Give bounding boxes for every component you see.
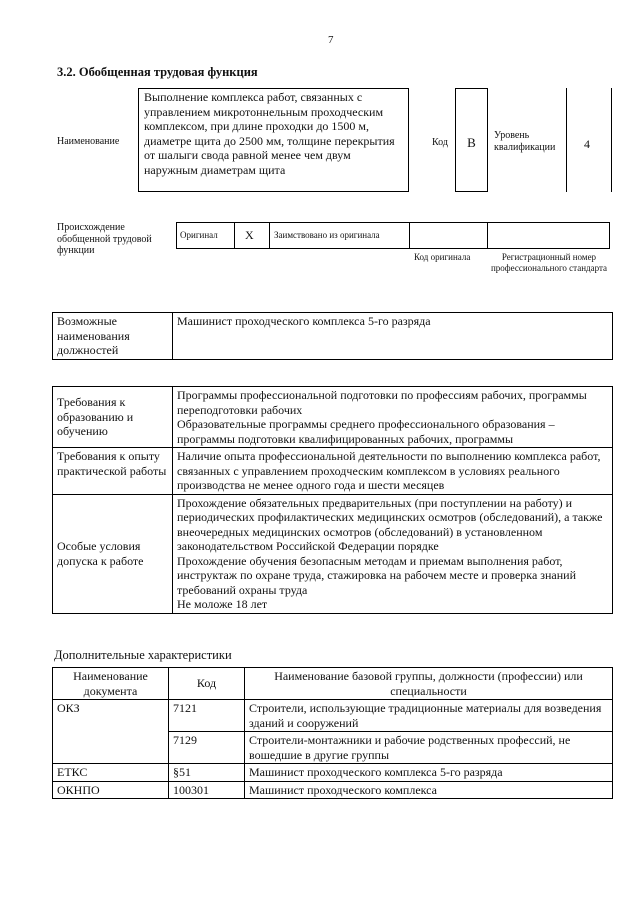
naming-text: Выполнение комплекса работ, связанных с управлением микротоннельным проходческим комплексом, при длине проходки до 1500 м, диаметре щита до 2500 мм, толщине перекрытия от шалыги свода равной менее чем двум наружным диаметрам щита — [144, 90, 395, 177]
table-row — [53, 781, 613, 799]
row-code: 7129 — [169, 732, 245, 764]
original-label: Оригинал — [180, 230, 218, 240]
level-label: Уровень квалификации — [494, 130, 556, 153]
positions-label: Возможные наименования должностей — [53, 313, 173, 360]
special-value — [173, 494, 613, 613]
code-original-label: Код оригинала — [414, 252, 471, 262]
education-line: Образовательные программы среднего профессионального образования – программы подготовки квалифицированных рабочих, программы — [177, 417, 555, 446]
special-line: Не моложе 18 лет — [177, 597, 268, 611]
origin-label: Происхождение обобщенной трудовой функции — [57, 222, 152, 256]
additional-title: Дополнительные характеристики — [54, 648, 232, 662]
row-doc: ОКЗ — [53, 700, 169, 764]
special-line: Прохождение обучения безопасным методам и приемам выполнения работ, инструктаж по охране труда, стажировка на рабочем месте и проверка знаний требований охраны труда — [177, 553, 577, 597]
code-value: B — [467, 135, 476, 150]
row-doc: ЕТКС — [53, 764, 169, 782]
original-mark: X — [245, 228, 254, 242]
requirements-row-experience — [53, 448, 613, 495]
education-label: Требования к образованию и обучению — [53, 387, 173, 448]
origin-divider-1 — [234, 222, 235, 249]
header-name: Наименование базовой группы, должности (профессии) или специальности — [245, 668, 613, 700]
naming-box — [138, 88, 409, 192]
requirements-row-education — [53, 387, 613, 448]
row-doc: ОКНПО — [53, 781, 169, 799]
education-value — [173, 387, 613, 448]
experience-value — [173, 448, 613, 495]
education-line: Программы профессиональной подготовки по профессиям рабочих, программы переподготовки рабочих — [177, 388, 587, 417]
row-name: Строители, использующие традиционные материалы для возведения зданий и сооружений — [245, 700, 613, 732]
row-name: Машинист проходческого комплекса 5-го разряда — [245, 764, 613, 782]
table-row — [53, 700, 613, 732]
experience-line: Наличие опыта профессиональной деятельности по выполнению комплекса работ, связанных с управлением проходческим комплексом в условиях реального производства не менее одного года и шести месяцев — [177, 449, 601, 492]
positions-table — [52, 312, 613, 360]
origin-divider-4 — [487, 222, 488, 249]
naming-label: Наименование — [57, 136, 120, 147]
additional-header-row — [53, 668, 613, 700]
row-name: Машинист проходческого комплекса — [245, 781, 613, 799]
special-label: Особые условия допуска к работе — [53, 494, 173, 613]
section-title: 3.2. Обобщенная трудовая функция — [57, 65, 258, 79]
special-line: Прохождение обязательных предварительных (при поступлении на работу) и периодических профилактических медицинских осмотров (обследований), а также внеочередных медицинских осмотров (обследований) в установленном законодательством Российской Федерации порядке — [177, 495, 603, 553]
row-code: 100301 — [169, 781, 245, 799]
requirements-row-special — [53, 494, 613, 613]
code-box — [455, 88, 488, 192]
requirements-table — [52, 386, 613, 614]
header-code: Код — [169, 668, 245, 700]
level-divider — [566, 88, 567, 192]
level-value: 4 — [584, 137, 590, 151]
row-name: Строители-монтажники и рабочие родственных профессий, не вошедшие в другие группы — [245, 732, 613, 764]
level-right-border — [611, 88, 612, 192]
origin-divider-2 — [269, 222, 270, 249]
additional-table — [52, 667, 613, 799]
code-label: Код — [432, 137, 448, 148]
positions-value: Машинист проходческого комплекса 5-го разряда — [173, 313, 613, 360]
row-code: §51 — [169, 764, 245, 782]
page-number: 7 — [328, 34, 334, 46]
origin-divider-3 — [409, 222, 410, 249]
reg-number-label: Регистрационный номер профессионального стандарта — [490, 252, 608, 273]
experience-label: Требования к опыту практической работы — [53, 448, 173, 495]
table-row — [53, 764, 613, 782]
origin-row — [176, 222, 610, 249]
row-code: 7121 — [169, 700, 245, 732]
positions-row — [53, 313, 613, 360]
borrowed-label: Заимствовано из оригинала — [274, 230, 380, 240]
header-doc: Наименование документа — [53, 668, 169, 700]
